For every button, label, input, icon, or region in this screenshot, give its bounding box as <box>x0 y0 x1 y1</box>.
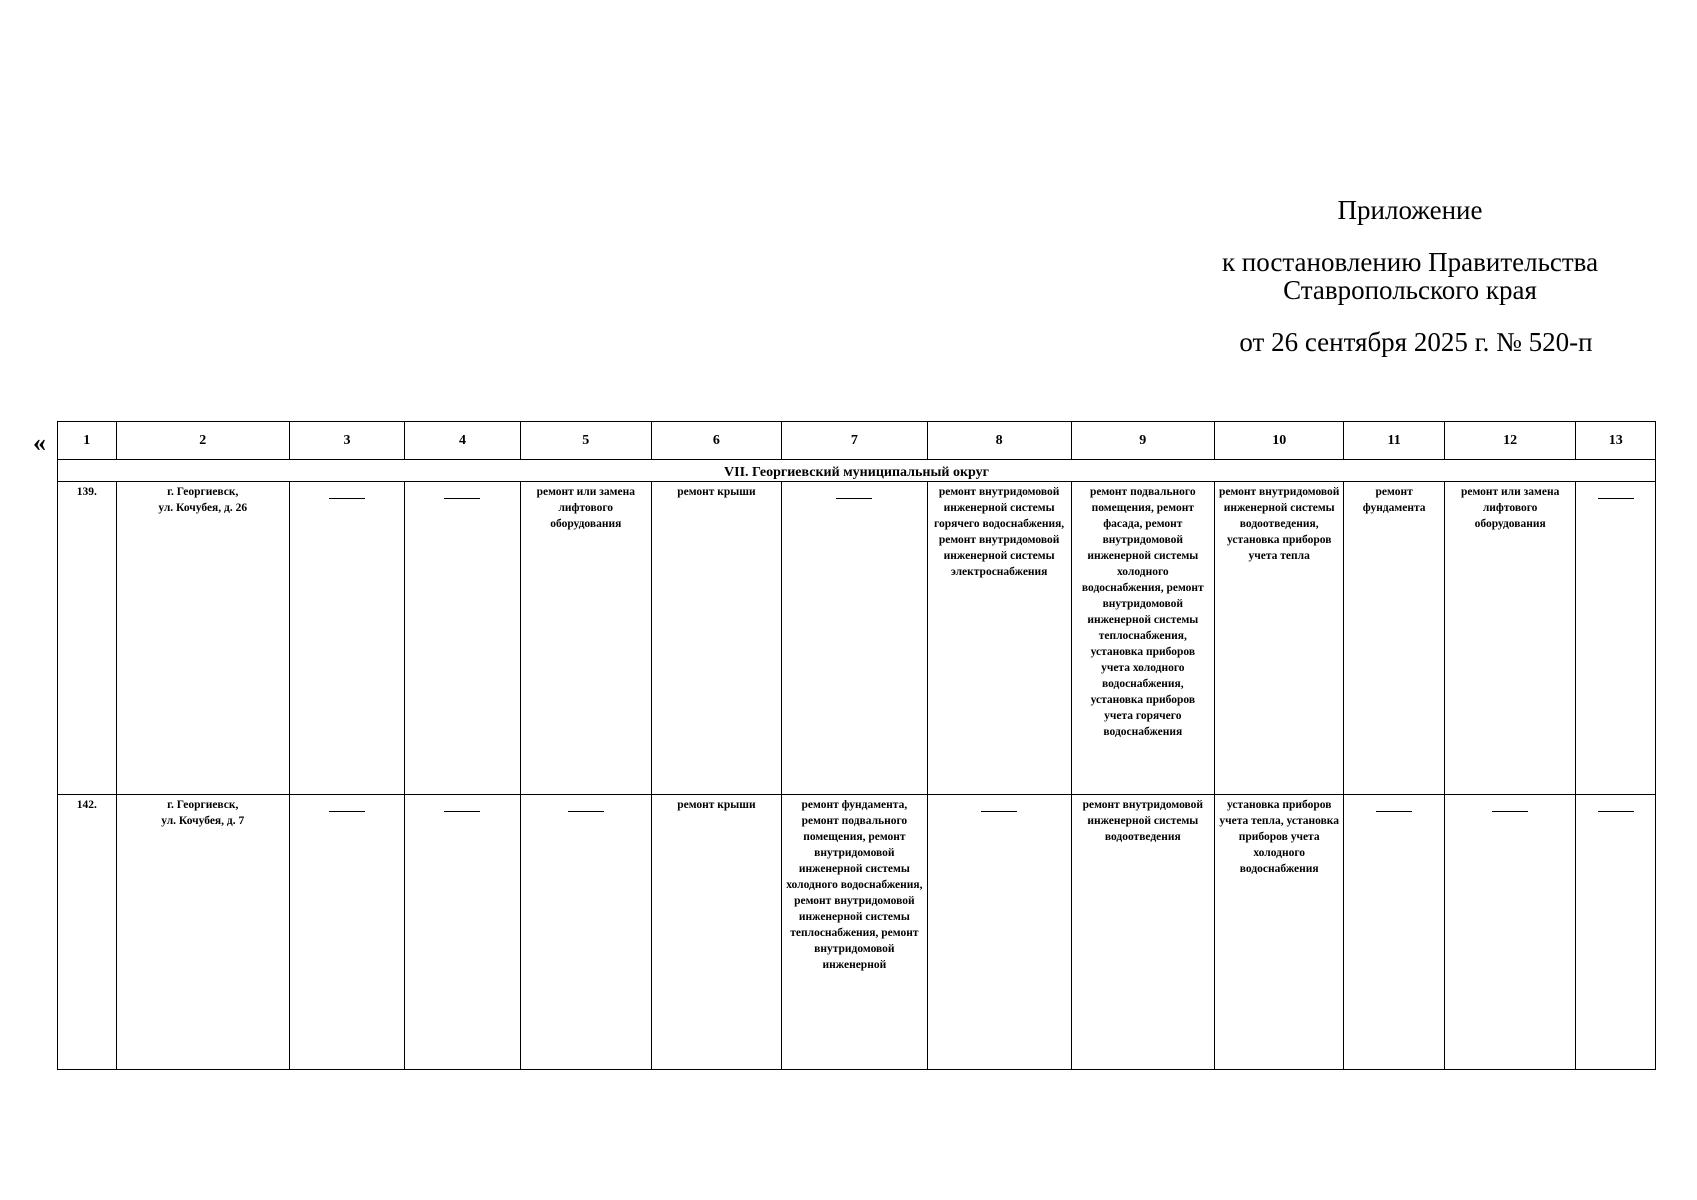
section-title: VII. Георгиевский муниципальный округ <box>58 460 1656 482</box>
opening-quote-mark: « <box>33 428 46 457</box>
table-cell <box>782 482 927 795</box>
resolution-line-1: к постановлению Правительства <box>1221 247 1599 277</box>
empty-dash <box>444 811 480 812</box>
table-cell: ремонт подвального помещения, ремонт фасада, ремонт внутридомовой инженерной системы холодного водоснабжения, ремонт внутридомовой инженерной системы теплоснабжения, установка приборов учета холодного водоснабжения, установка приборов учета горячего водоснабжения <box>1071 482 1214 795</box>
table-row <box>58 482 1656 795</box>
column-number: 1 <box>58 422 117 460</box>
resolution-line-2: Ставропольского края <box>1283 275 1537 305</box>
column-number: 12 <box>1444 422 1576 460</box>
table-cell <box>290 795 405 1070</box>
address-street: ул. Кочубея, д. 7 <box>161 815 245 827</box>
empty-dash <box>329 498 365 499</box>
resolution-reference <box>1180 248 1640 304</box>
empty-dash <box>1376 811 1412 812</box>
table-cell: ремонт крыши <box>651 482 782 795</box>
row-address <box>116 482 289 795</box>
table-cell: ремонт внутридомовой инженерной системы горячего водоснабжения, ремонт внутридомовой инженерной системы электроснабжения <box>927 482 1071 795</box>
column-number: 2 <box>116 422 289 460</box>
table-cell: ремонт фундамента <box>1344 482 1444 795</box>
table-cell: ремонт внутридомовой инженерной системы водоотведения <box>1071 795 1214 1070</box>
table-cell: ремонт или замена лифтового оборудования <box>1444 482 1576 795</box>
empty-dash <box>1598 811 1634 812</box>
row-number: 142. <box>58 795 117 1070</box>
column-number: 9 <box>1071 422 1214 460</box>
repair-schedule-table <box>57 421 1656 1070</box>
table-cell <box>927 795 1071 1070</box>
address-city: г. Георгиевск, <box>167 486 239 498</box>
table-cell: ремонт или замена лифтового оборудования <box>520 482 651 795</box>
appendix-header <box>1180 196 1640 356</box>
row-address <box>116 795 289 1070</box>
appendix-title: Приложение <box>1337 195 1483 225</box>
column-number: 8 <box>927 422 1071 460</box>
table-cell <box>1344 795 1444 1070</box>
column-number: 5 <box>520 422 651 460</box>
table-cell <box>1444 795 1576 1070</box>
table-cell: ремонт крыши <box>651 795 782 1070</box>
column-number: 7 <box>782 422 927 460</box>
resolution-date: от 26 сентября 2025 г. № 520-п <box>1239 327 1593 357</box>
empty-dash <box>329 811 365 812</box>
table-cell <box>1576 795 1656 1070</box>
empty-dash <box>568 811 604 812</box>
table-cell <box>290 482 405 795</box>
empty-dash <box>1492 811 1528 812</box>
address-city: г. Георгиевск, <box>167 799 239 811</box>
table-cell <box>404 482 520 795</box>
table-cell <box>1576 482 1656 795</box>
table-cell <box>404 795 520 1070</box>
empty-dash <box>981 811 1017 812</box>
address-street: ул. Кочубея, д. 26 <box>158 502 248 514</box>
table-cell <box>520 795 651 1070</box>
empty-dash <box>444 498 480 499</box>
table-cell: ремонт внутридомовой инженерной системы водоотведения, установка приборов учета тепла <box>1214 482 1344 795</box>
column-number: 3 <box>290 422 405 460</box>
column-number: 4 <box>404 422 520 460</box>
table-cell: установка приборов учета тепла, установка приборов учета холодного водоснабжения <box>1214 795 1344 1070</box>
column-number: 13 <box>1576 422 1656 460</box>
column-number: 11 <box>1344 422 1444 460</box>
row-number: 139. <box>58 482 117 795</box>
column-number: 6 <box>651 422 782 460</box>
empty-dash <box>1598 498 1634 499</box>
column-number-row <box>58 422 1656 460</box>
empty-dash <box>836 498 872 499</box>
table-row <box>58 795 1656 1070</box>
table-cell: ремонт фундамента, ремонт подвального помещения, ремонт внутридомовой инженерной системы холодного водоснабжения, ремонт внутридомовой инженерной системы теплоснабжения, ремонт внутридомовой инженерной <box>782 795 927 1070</box>
column-number: 10 <box>1214 422 1344 460</box>
section-row <box>58 460 1656 482</box>
